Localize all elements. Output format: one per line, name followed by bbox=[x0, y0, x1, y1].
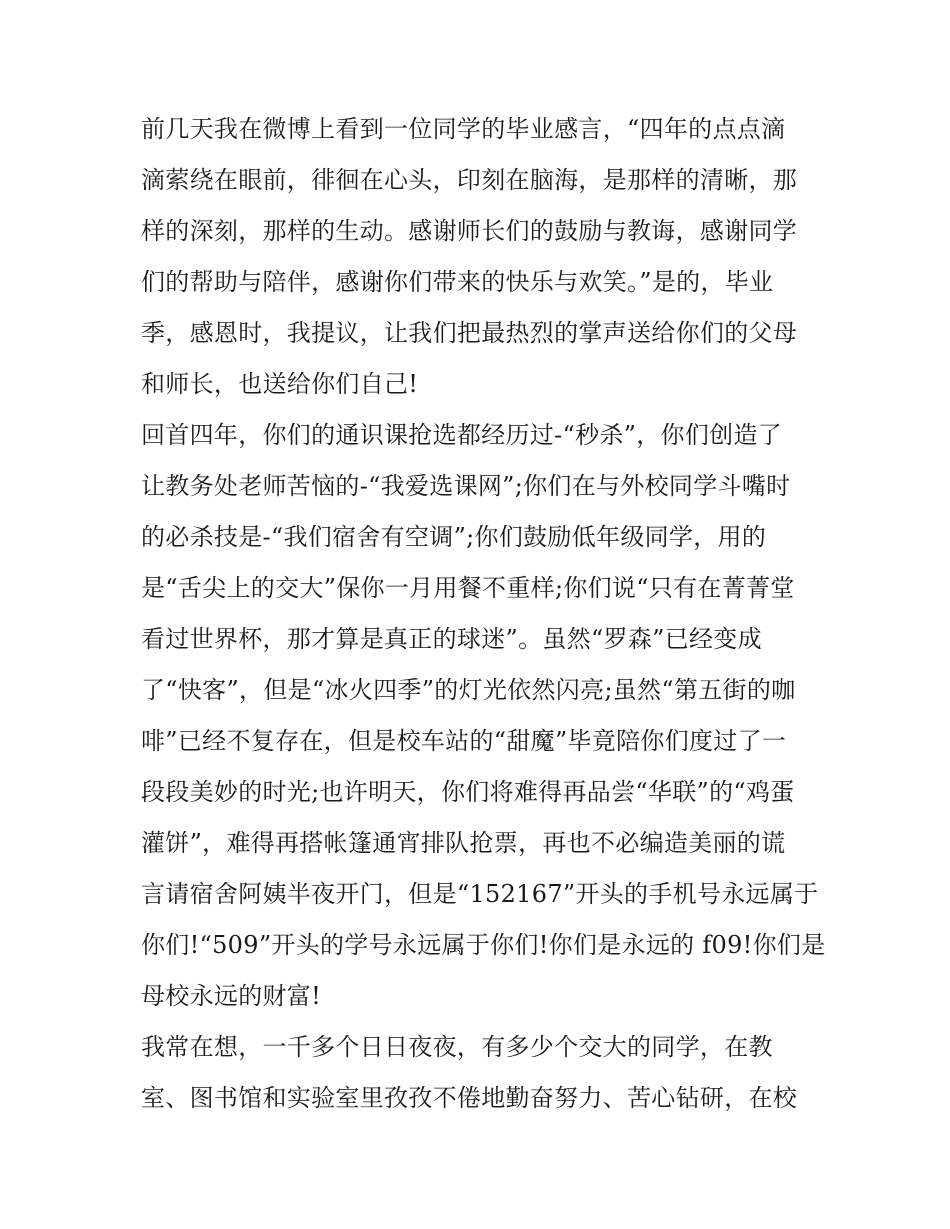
paragraph-2-line-7: 啡”已经不复存在，但是校车站的“甜魔”毕竟陪你们度过了一 bbox=[141, 727, 787, 755]
paragraph-2-line-10: 言请宿舍阿姨半夜开门，但是“152167”开头的手机号永远属于 bbox=[141, 880, 819, 908]
paragraph-2-line-9: 灌饼”，难得再搭帐篷通宵排队抢票，再也不必编造美丽的谎 bbox=[141, 829, 786, 857]
paragraph-2-line-4: 是“舌尖上的交大”保你一月用餐不重样;你们说“只有在菁菁堂 bbox=[141, 574, 795, 602]
paragraph-3-line-2: 室、图书馆和实验室里孜孜不倦地勤奋努力、苦心钻研，在校 bbox=[141, 1084, 798, 1112]
paragraph-2-line-2: 让教务处老师苦恼的-“我爱选课网”;你们在与外校同学斗嘴时 bbox=[141, 472, 791, 500]
paragraph-2-line-3: 的必杀技是-“我们宿舍有空调”;你们鼓励低年级同学，用的 bbox=[141, 523, 767, 551]
paragraph-1-line-6: 和师长，也送给你们自己! bbox=[141, 370, 419, 398]
paragraph-2-line-1: 回首四年，你们的通识课抢选都经历过-“秒杀”，你们创造了 bbox=[141, 421, 783, 449]
paragraph-1-line-1: 前几天我在微博上看到一位同学的毕业感言，“四年的点点滴 bbox=[141, 115, 786, 143]
document-body bbox=[141, 108, 831, 1128]
paragraph-1-line-5: 季，感恩时，我提议，让我们把最热烈的掌声送给你们的父母 bbox=[141, 319, 798, 347]
paragraph-1-line-4: 们的帮助与陪伴，感谢你们带来的快乐与欢笑。”是的，毕业 bbox=[141, 268, 774, 296]
paragraph-2-line-12: 母校永远的财富! bbox=[141, 982, 322, 1010]
paragraph-2-line-8: 段段美妙的时光;也许明天，你们将难得再品尝“华联”的“鸡蛋 bbox=[141, 778, 795, 806]
paragraph-2-line-6: 了“快客”，但是“冰火四季”的灯光依然闪亮;虽然“第五街的咖 bbox=[141, 676, 796, 704]
paragraph-2-line-5: 看过世界杯，那才算是真正的球迷”。虽然“罗森”已经变成 bbox=[141, 625, 762, 653]
paragraph-2-line-11: 你们!“509”开头的学号永远属于你们!你们是永远的 f09!你们是 bbox=[141, 931, 826, 959]
paragraph-3-line-1: 我常在想，一千多个日日夜夜，有多少个交大的同学，在教 bbox=[141, 1033, 773, 1061]
paragraph-1-line-2: 滴萦绕在眼前，徘徊在心头，印刻在脑海，是那样的清晰，那 bbox=[141, 166, 798, 194]
paragraph-1-line-3: 样的深刻，那样的生动。感谢师长们的鼓励与教诲，感谢同学 bbox=[141, 217, 798, 245]
